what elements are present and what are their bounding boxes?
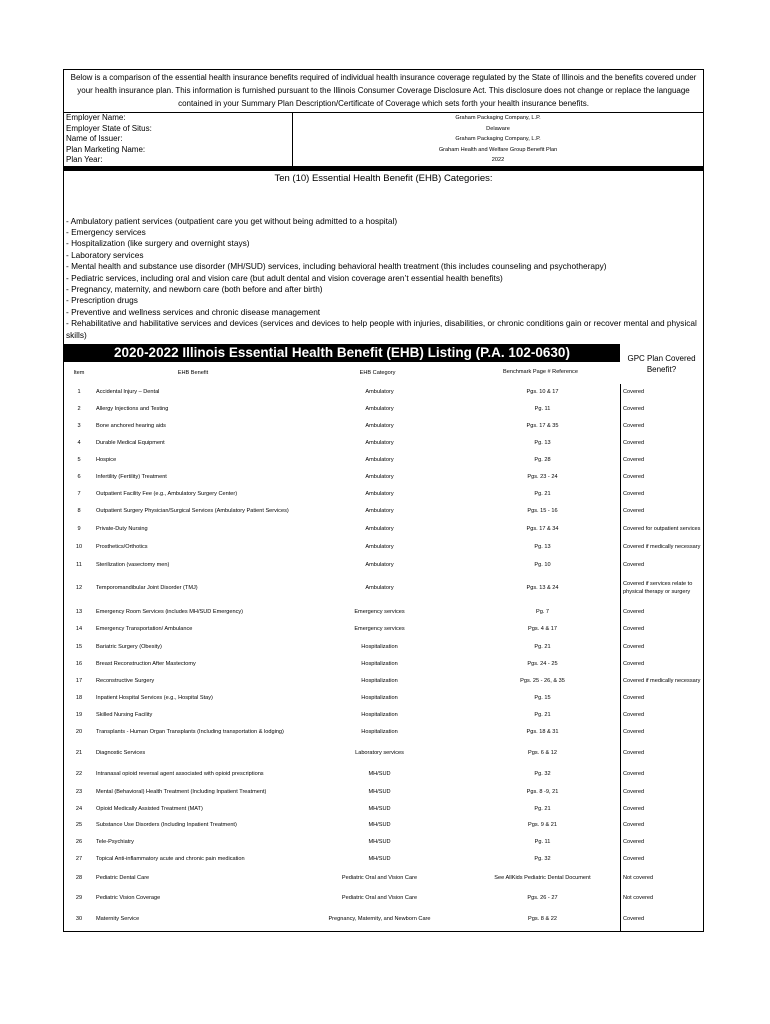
cell-ehb-category: Pregnancy, Maternity, and Newborn Care — [328, 916, 431, 923]
cell-reference: Pg. 32 — [534, 856, 551, 863]
cell-item: 8 — [77, 508, 81, 515]
cell-ehb-category: MH/SUD — [368, 771, 391, 778]
cell-ehb-category: Emergency services — [354, 626, 405, 633]
cell-reference: Pg. 13 — [534, 440, 551, 447]
column-header-item: Item — [73, 369, 85, 376]
cell-ehb-category: MH/SUD — [368, 839, 391, 846]
cell-covered: Covered — [620, 503, 703, 520]
info-label: Employer Name: — [64, 113, 293, 124]
cell-reference: Pg. 10 — [534, 562, 551, 569]
cell-ehb-benefit: Private-Duty Nursing — [96, 525, 148, 532]
table-row — [64, 766, 703, 783]
cell-ehb-category: MH/SUD — [368, 788, 391, 795]
category-item: - Pediatric services, including oral and vision care (but adult dental and vision coverage aren’t essential health benefits) — [66, 272, 503, 283]
cell-item: 7 — [77, 491, 81, 498]
cell-covered: Covered — [620, 638, 703, 656]
cell-covered: Not covered — [620, 868, 703, 888]
table-row — [64, 638, 703, 656]
cell-ehb-category: Hospitalization — [361, 695, 398, 702]
category-item: - Rehabilitative and habilitative services and devices (services and devices to help people with injuries, disabilities, or chronic conditions gain or recover mental and physical skills) — [66, 318, 697, 340]
cell-reference: Pgs. 8 & 22 — [528, 916, 557, 923]
cell-ehb-category: Ambulatory — [365, 457, 394, 464]
table-row — [64, 557, 703, 574]
category-item: - Hospitalization (like surgery and overnight stays) — [66, 238, 250, 249]
cell-reference: Pgs. 10 & 17 — [526, 389, 559, 396]
cell-ehb-category: Emergency services — [354, 608, 405, 615]
table-row — [64, 418, 703, 435]
cell-ehb-category: Ambulatory — [365, 508, 394, 515]
cell-covered: Covered — [620, 908, 703, 931]
cell-ehb-benefit: Breast Reconstruction After Mastectomy — [96, 661, 196, 668]
cell-item: 29 — [75, 894, 83, 901]
cell-reference: Pgs. 8 -9, 21 — [526, 788, 559, 795]
cell-ehb-benefit: Inpatient Hospital Services (e.g., Hospital Stay) — [96, 695, 213, 702]
cell-ehb-category: Hospitalization — [361, 643, 398, 650]
table-header-left — [64, 344, 620, 384]
cell-ehb-benefit: Transplants - Human Organ Transplants (Including transportation & lodging) — [96, 728, 284, 735]
cell-reference: Pg. 28 — [534, 457, 551, 464]
info-label: Plan Year: — [64, 155, 293, 166]
table-row — [64, 673, 703, 690]
cell-reference: Pg. 21 — [534, 711, 551, 718]
cell-item: 21 — [75, 750, 83, 757]
cell-ehb-benefit: Mental (Behavioral) Health Treatment (Including Inpatient Treatment) — [96, 788, 267, 795]
cell-ehb-benefit: Maternity Service — [96, 916, 140, 923]
cell-item: 15 — [75, 643, 83, 650]
table-row — [64, 801, 703, 817]
cell-reference: Pgs. 24 - 25 — [527, 661, 558, 668]
cell-covered: Covered — [620, 723, 703, 741]
cell-ehb-benefit: Opioid Medically Assisted Treatment (MAT) — [96, 805, 203, 812]
table-row — [64, 888, 703, 908]
intro-paragraph: Below is a comparison of the essential health insurance benefits required of individual health insurance coverage regulated by the State of Illinois and the benefits covered under your health insurance plan. This information is furnished pursuant to the Illinois Consumer Coverage Disclosure Act. This disclosure does not change or replace the language contained in your Summary Plan Description/Certificate of Coverage which sets forth your health insurance benefits. — [63, 69, 704, 113]
table-header — [64, 344, 703, 384]
cell-ehb-benefit: Sterilization (vasectomy men) — [96, 562, 170, 569]
info-row-employer-name — [64, 113, 703, 124]
table-row — [64, 851, 703, 868]
cell-item: 20 — [75, 728, 83, 735]
cell-reference: Pg. 32 — [534, 771, 551, 778]
cell-ehb-benefit: Allergy Injections and Testing — [96, 406, 169, 413]
cell-ehb-category: Ambulatory — [365, 491, 394, 498]
cell-item: 6 — [77, 474, 81, 481]
category-item: - Emergency services — [66, 226, 146, 237]
cell-reference: Pgs. 17 & 34 — [526, 525, 559, 532]
cell-ehb-benefit: Outpatient Surgery Physician/Surgical Services (Ambulatory Patient Services) — [96, 508, 289, 515]
cell-covered: Covered for outpatient services — [620, 520, 703, 538]
employer-info-block — [63, 113, 704, 167]
cell-ehb-category: Pediatric Oral and Vision Care — [341, 894, 418, 901]
cell-item: 22 — [75, 771, 83, 778]
cell-item: 2 — [77, 406, 81, 413]
cell-ehb-category: Ambulatory — [365, 474, 394, 481]
cell-item: 4 — [77, 440, 81, 447]
cell-ehb-category: Hospitalization — [361, 678, 398, 685]
cell-ehb-benefit: Diagnostic Services — [96, 750, 146, 757]
cell-reference: Pgs. 4 & 17 — [528, 626, 557, 633]
cell-item: 28 — [75, 874, 83, 881]
table-row — [64, 834, 703, 851]
cell-item: 30 — [75, 916, 83, 923]
cell-ehb-benefit: Intranasal opioid reversal agent associated with opioid prescriptions — [96, 771, 264, 778]
cell-ehb-category: MH/SUD — [368, 805, 391, 812]
cell-reference: Pg. 7 — [535, 608, 550, 615]
cell-reference: Pgs. 23 - 24 — [527, 474, 558, 481]
column-header-ehb-category: EHB Category — [359, 369, 396, 376]
cell-ehb-benefit: Skilled Nursing Facility — [96, 711, 153, 718]
category-item: - Ambulatory patient services (outpatient care you get without being admitted to a hospital) — [66, 215, 398, 226]
cell-ehb-benefit: Emergency Transportation/ Ambulance — [96, 626, 193, 633]
cell-covered: Covered — [620, 707, 703, 723]
cell-covered: Covered — [620, 801, 703, 817]
table-row — [64, 783, 703, 801]
cell-ehb-category: MH/SUD — [368, 822, 391, 829]
cell-reference: See AllKids Pediatric Dental Document — [494, 874, 591, 881]
table-row — [64, 723, 703, 741]
cell-ehb-benefit: Tele-Psychiatry — [96, 839, 134, 846]
cell-ehb-category: MH/SUD — [368, 856, 391, 863]
disclosure-sheet — [63, 69, 704, 932]
cell-reference: Pgs. 6 & 12 — [528, 750, 557, 757]
cell-ehb-category: Ambulatory — [365, 440, 394, 447]
cell-reference: Pgs. 17 & 35 — [526, 423, 559, 430]
cell-item: 19 — [75, 711, 83, 718]
cell-covered: Covered — [620, 401, 703, 418]
table-row — [64, 574, 703, 603]
info-row-state-of-situs — [64, 124, 703, 135]
cell-ehb-benefit: Hospice — [96, 457, 117, 464]
cell-covered: Covered — [620, 656, 703, 673]
table-row — [64, 656, 703, 673]
cell-item: 9 — [77, 525, 81, 532]
cell-item: 16 — [75, 661, 83, 668]
cell-covered: Covered — [620, 851, 703, 868]
info-value: Graham Packaging Company, L.P. — [455, 115, 541, 121]
table-row — [64, 469, 703, 486]
cell-item: 10 — [75, 544, 83, 551]
info-value: 2022 — [491, 157, 505, 163]
cell-ehb-benefit: Prosthetics/Orthotics — [96, 544, 148, 551]
cell-reference: Pgs. 26 - 27 — [527, 894, 558, 901]
table-row — [64, 435, 703, 452]
cell-item: 18 — [75, 695, 83, 702]
cell-covered: Covered — [620, 603, 703, 621]
cell-item: 17 — [75, 678, 83, 685]
table-row — [64, 503, 703, 520]
cell-ehb-benefit: Pediatric Vision Coverage — [96, 894, 161, 901]
cell-covered: Covered — [620, 486, 703, 503]
cell-ehb-benefit: Substance Use Disorders (Including Inpatient Treatment) — [96, 822, 237, 829]
cell-item: 23 — [75, 788, 83, 795]
cell-ehb-category: Ambulatory — [365, 525, 394, 532]
cell-ehb-category: Pediatric Oral and Vision Care — [341, 874, 418, 881]
table-row — [64, 603, 703, 621]
cell-ehb-benefit: Emergency Room Services (includes MH/SUD Emergency) — [96, 608, 244, 615]
info-value: Graham Health and Welfare Group Benefit Plan — [438, 146, 558, 153]
cell-covered: Covered if medically necessary — [620, 673, 703, 690]
cell-covered: Covered — [620, 766, 703, 783]
cell-covered: Covered — [620, 435, 703, 452]
cell-ehb-benefit: Bariatric Surgery (Obesity) — [96, 643, 162, 650]
cell-covered: Covered — [620, 418, 703, 435]
cell-item: 11 — [76, 562, 82, 569]
cell-covered: Covered — [620, 783, 703, 801]
cell-ehb-benefit: Topical Anti-inflammatory acute and chronic pain medication — [96, 856, 245, 863]
category-item: - Preventive and wellness services and chronic disease management — [66, 306, 321, 317]
info-row-issuer — [64, 134, 703, 145]
category-item: - Pregnancy, maternity, and newborn care (both before and after birth) — [66, 283, 323, 294]
cell-reference: Pg. 11 — [534, 839, 551, 846]
category-item: - Laboratory services — [66, 249, 144, 260]
cell-reference: Pg. 21 — [534, 805, 551, 812]
cell-ehb-benefit: Durable Medical Equipment — [96, 440, 165, 447]
ehb-categories-list — [63, 185, 704, 344]
cell-ehb-benefit: Temporomandibular Joint Disorder (TMJ) — [96, 585, 198, 592]
cell-item: 13 — [75, 608, 83, 615]
table-column-headers — [64, 362, 620, 384]
cell-ehb-category: Hospitalization — [361, 711, 398, 718]
cell-ehb-category: Ambulatory — [365, 585, 394, 592]
cell-covered: Covered — [620, 690, 703, 707]
table-row — [64, 817, 703, 834]
cell-covered: Covered — [620, 741, 703, 766]
cell-ehb-category: Ambulatory — [365, 544, 394, 551]
cell-ehb-benefit: Accidental Injury – Dental — [96, 389, 160, 396]
info-row-plan-year — [64, 155, 703, 166]
cell-reference: Pg. 21 — [534, 491, 551, 498]
table-row — [64, 452, 703, 469]
category-item: - Mental health and substance use disorder (MH/SUD) services, including behavioral health treatment (this includes counseling and psychotherapy) — [66, 261, 607, 272]
category-item: - Prescription drugs — [66, 295, 138, 306]
column-header-reference: Benchmark Page # Reference — [503, 369, 578, 376]
table-row — [64, 486, 703, 503]
cell-reference: Pg. 15 — [534, 695, 551, 702]
table-row — [64, 908, 703, 931]
cell-item: 25 — [75, 822, 83, 829]
cell-ehb-category: Laboratory services — [355, 750, 404, 757]
info-row-plan-marketing-name — [64, 145, 703, 156]
cell-covered: Covered — [620, 469, 703, 486]
cell-reference: Pgs. 15 - 16 — [527, 508, 558, 515]
cell-covered: Covered — [620, 557, 703, 574]
cell-covered: Covered if services relate to physical therapy or surgery — [620, 574, 703, 603]
cell-reference: Pgs. 18 & 31 — [526, 728, 559, 735]
table-banner-title: 2020-2022 Illinois Essential Health Benefit (EHB) Listing (P.A. 102-0630) — [64, 344, 620, 362]
cell-reference: Pgs. 25 - 26, & 35 — [520, 678, 565, 685]
cell-reference: Pgs. 13 & 24 — [526, 585, 559, 592]
info-value: Graham Packaging Company, L.P. — [455, 136, 541, 142]
info-label: Employer State of Situs: — [64, 124, 293, 135]
table-row — [64, 538, 703, 557]
cell-covered: Covered if medically necessary — [620, 538, 703, 557]
cell-reference: Pg. 21 — [534, 643, 551, 650]
cell-reference: Pg. 11 — [534, 406, 551, 413]
table-row — [64, 707, 703, 723]
table-row — [64, 401, 703, 418]
table-row — [64, 868, 703, 888]
table-row — [64, 621, 703, 638]
ehb-listing-table — [63, 344, 704, 932]
cell-item: 12 — [75, 585, 83, 592]
cell-covered: Covered — [620, 621, 703, 638]
cell-item: 5 — [77, 457, 81, 464]
cell-item: 1 — [77, 389, 81, 396]
cell-ehb-benefit: Infertility (Fertility) Treatment — [96, 474, 167, 481]
cell-item: 27 — [75, 856, 83, 863]
cell-covered: Covered — [620, 384, 703, 401]
ehb-categories-title: Ten (10) Essential Health Benefit (EHB) Categories: — [63, 171, 704, 185]
cell-ehb-benefit: Bone anchored hearing aids — [96, 423, 166, 430]
table-row — [64, 741, 703, 766]
cell-covered: Not covered — [620, 888, 703, 908]
cell-reference: Pgs. 9 & 21 — [528, 822, 557, 829]
cell-covered: Covered — [620, 452, 703, 469]
cell-covered: Covered — [620, 834, 703, 851]
column-header-ehb-benefit: EHB Benefit — [177, 369, 209, 376]
cell-ehb-category: Ambulatory — [365, 423, 394, 430]
cell-ehb-category: Ambulatory — [365, 406, 394, 413]
cell-ehb-benefit: Outpatient Facility Fee (e.g., Ambulatory Surgery Center) — [96, 491, 238, 498]
cell-ehb-category: Hospitalization — [361, 728, 398, 735]
table-row — [64, 520, 703, 538]
cell-ehb-benefit: Reconstructive Surgery — [96, 678, 155, 685]
cell-covered: Covered — [620, 817, 703, 834]
table-body — [64, 384, 703, 931]
cell-reference: Pg. 13 — [534, 544, 551, 551]
cell-ehb-category: Hospitalization — [361, 661, 398, 668]
cell-ehb-benefit: Pediatric Dental Care — [96, 874, 150, 881]
info-value: Delaware — [486, 125, 510, 132]
table-row — [64, 690, 703, 707]
cell-item: 3 — [77, 423, 81, 430]
info-label: Name of Issuer: — [64, 134, 293, 145]
cell-item: 24 — [75, 805, 83, 812]
info-label: Plan Marketing Name: — [64, 145, 293, 156]
table-row — [64, 384, 703, 401]
cell-item: 14 — [75, 626, 83, 633]
cell-ehb-category: Ambulatory — [365, 389, 394, 396]
column-header-covered: GPC Plan Covered Benefit? — [627, 353, 696, 374]
cell-item: 26 — [75, 839, 83, 846]
cell-ehb-category: Ambulatory — [365, 562, 394, 569]
